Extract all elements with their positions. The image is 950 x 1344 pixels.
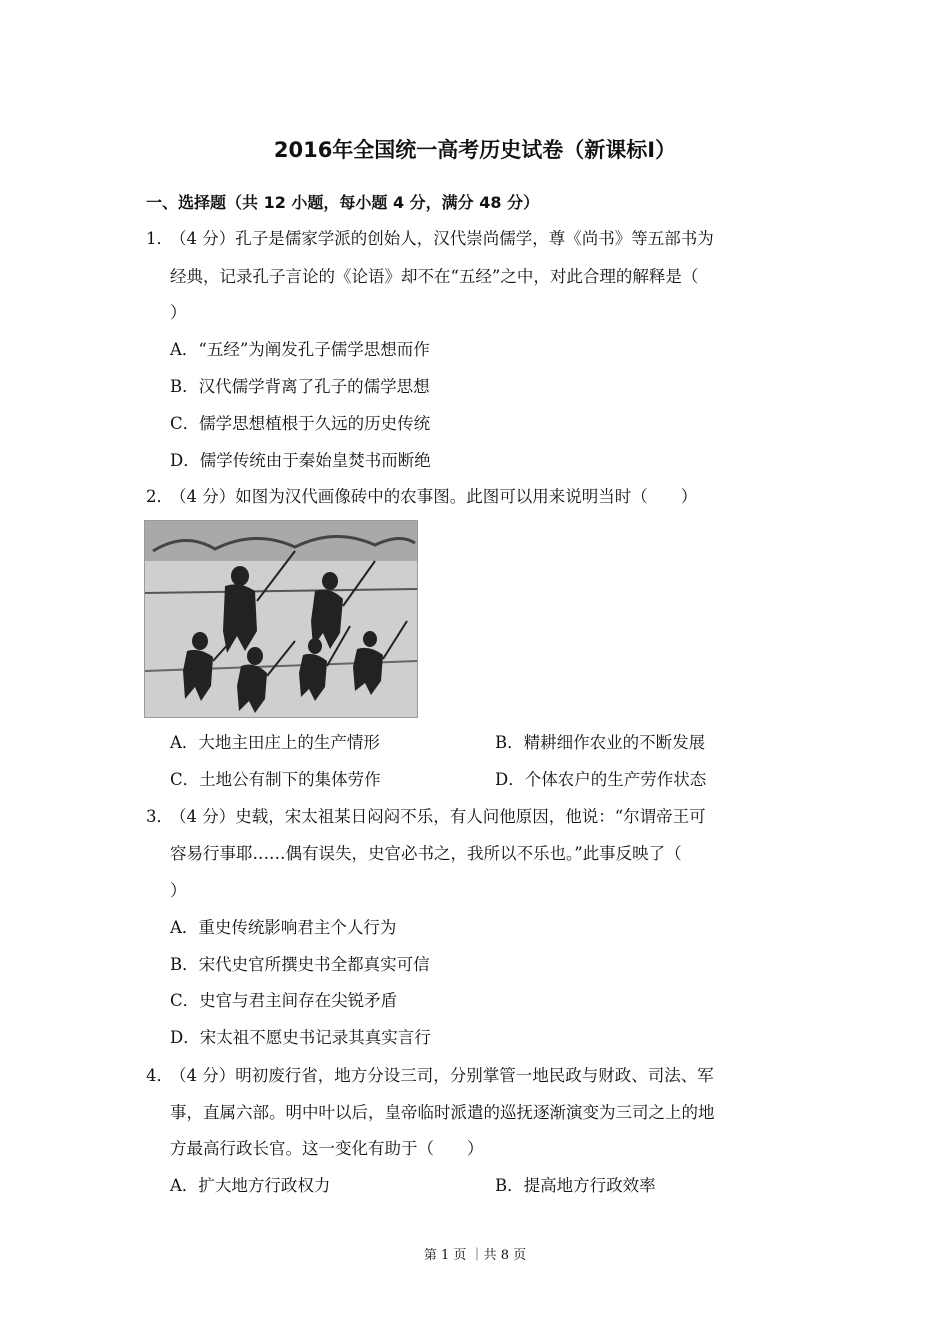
option-b: B．精耕细作农业的不断发展 — [495, 733, 706, 752]
question-text-line: ） — [170, 881, 187, 900]
option-c: C．史官与君主间存在尖锐矛盾 — [170, 991, 398, 1010]
question-text-line: 事，直属六部。明中叶以后，皇帝临时派遣的巡抚逐渐演变为三司之上的地 — [170, 1103, 715, 1122]
option-b: B．宋代史官所撰史书全都真实可信 — [170, 955, 430, 974]
question-number: 4． — [146, 1066, 173, 1085]
question-text-line: （4 分）如图为汉代画像砖中的农事图。此图可以用来说明当时（ ） — [170, 487, 698, 506]
section-heading: 一、选择题（共 12 小题，每小题 4 分，满分 48 分） — [146, 193, 540, 212]
option-b: B．提高地方行政效率 — [495, 1176, 656, 1195]
question-number: 1． — [146, 229, 173, 248]
page-footer: 第 1 页 ｜共 8 页 — [423, 1248, 527, 1263]
option-c: C．土地公有制下的集体劳作 — [170, 770, 381, 789]
question-number: 2． — [146, 487, 173, 506]
question-text-line: ） — [170, 303, 187, 322]
option-d: D．儒学传统由于秦始皇焚书而断绝 — [170, 451, 431, 470]
question-text-line: （4 分）明初废行省，地方分设三司，分别掌管一地民政与财政、司法、军 — [170, 1066, 714, 1085]
question-number: 3． — [146, 807, 173, 826]
option-a: A．“五经”为阐发孔子儒学思想而作 — [170, 340, 430, 359]
option-a: A．重史传统影响君主个人行为 — [170, 918, 397, 937]
han-brick-farming-figure — [144, 520, 418, 718]
question-text-line: （4 分）孔子是儒家学派的创始人，汉代崇尚儒学，尊《尚书》等五部书为 — [170, 229, 714, 248]
question-text-line: 方最高行政长官。这一变化有助于（ ） — [170, 1139, 484, 1158]
option-a: A．扩大地方行政权力 — [170, 1176, 331, 1195]
exam-title: 2016年全国统一高考历史试卷（新课标Ⅰ） — [273, 138, 677, 162]
option-a: A．大地主田庄上的生产情形 — [170, 733, 380, 752]
question-text-line: 经典，记录孔子言论的《论语》却不在“五经”之中，对此合理的解释是（ — [170, 267, 699, 286]
question-text-line: （4 分）史载，宋太祖某日闷闷不乐，有人问他原因，他说：“尔谓帝王可 — [170, 807, 706, 826]
option-b: B．汉代儒学背离了孔子的儒学思想 — [170, 377, 430, 396]
option-c: C．儒学思想植根于久远的历史传统 — [170, 414, 431, 433]
option-d: D．个体农户的生产劳作状态 — [495, 770, 707, 789]
question-text-line: 容易行事耶……偶有误失，史官必书之，我所以不乐也。”此事反映了（ — [170, 844, 682, 863]
option-d: D．宋太祖不愿史书记录其真实言行 — [170, 1028, 431, 1047]
farming-scene-illustration — [145, 521, 417, 717]
